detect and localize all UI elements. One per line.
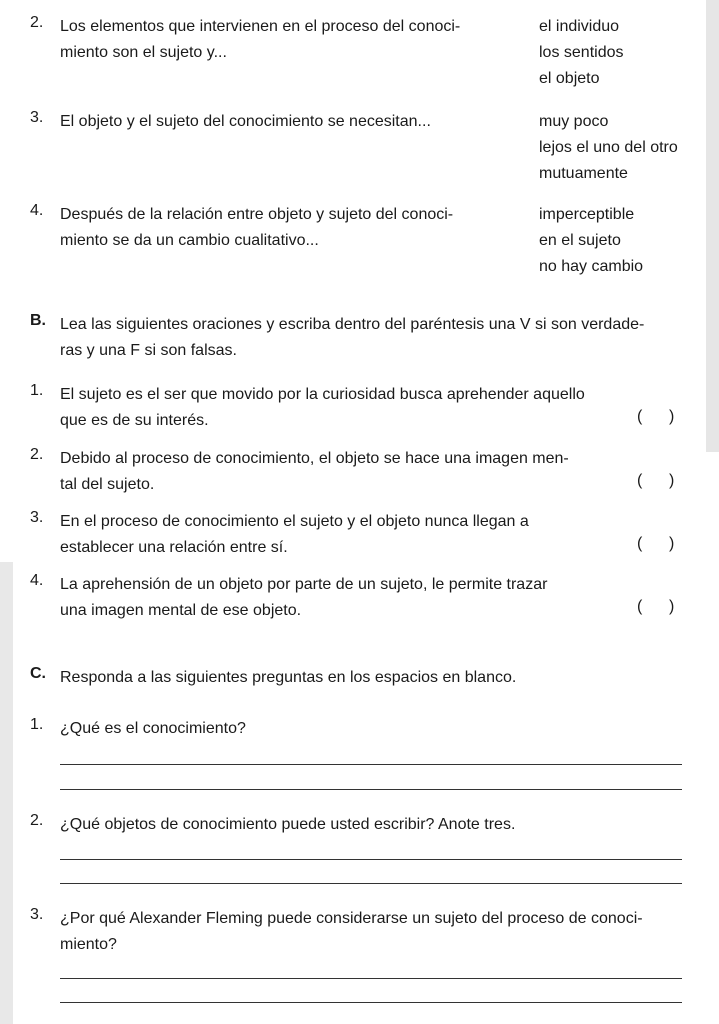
answer-parentheses[interactable]: ( ) [637, 472, 675, 489]
page-edge-right [706, 0, 719, 452]
option-list [539, 202, 643, 280]
section-instruction: Lea las siguientes oraciones y escriba dentro del paréntesis una V si son verdade- ras y una F si son falsas. [60, 316, 645, 359]
answer-line[interactable] [60, 883, 682, 884]
option[interactable]: el objeto [539, 70, 600, 87]
question-number: 1. [30, 716, 44, 733]
question-text: ¿Por qué Alexander Fleming puede considerarse un sujeto del proceso de conoci- miento? [60, 910, 643, 953]
question-number: 4. [30, 202, 44, 219]
question-number: 2. [30, 14, 44, 31]
option[interactable]: el individuo [539, 18, 620, 35]
option[interactable]: en el sujeto [539, 232, 621, 249]
question-text: Después de la relación entre objeto y sujeto del conoci- miento se da un cambio cualitativo... [60, 206, 454, 249]
statement-number: 4. [30, 572, 44, 589]
option[interactable]: imperceptible [539, 206, 635, 223]
answer-parentheses[interactable]: ( ) [637, 535, 675, 552]
option-list [539, 109, 678, 187]
option[interactable]: mutuamente [539, 165, 628, 182]
statement-number: 3. [30, 509, 44, 526]
statement-text: Debido al proceso de conocimiento, el objeto se hace una imagen men- tal del sujeto. [60, 450, 569, 493]
statement-text: La aprehensión de un objeto por parte de un sujeto, le permite trazar una imagen mental de ese objeto. [60, 576, 548, 619]
section-letter: C. [30, 665, 46, 682]
section-instruction: Responda a las siguientes preguntas en los espacios en blanco. [60, 669, 517, 686]
question-text: ¿Qué objetos de conocimiento puede usted escribir? Anote tres. [60, 816, 516, 833]
question-text: Los elementos que intervienen en el proceso del conoci- miento son el sujeto y... [60, 18, 461, 61]
option[interactable]: lejos el uno del otro [539, 139, 678, 156]
statement-text: En el proceso de conocimiento el sujeto y el objeto nunca llegan a establecer una relación entre sí. [60, 513, 529, 556]
question-text: ¿Qué es el conocimiento? [60, 720, 246, 737]
question-number: 2. [30, 812, 44, 829]
option[interactable]: no hay cambio [539, 258, 644, 275]
page-edge-left [0, 562, 13, 1024]
statement-number: 2. [30, 446, 44, 463]
question-text: El objeto y el sujeto del conocimiento se necesitan... [60, 113, 431, 130]
question-number: 3. [30, 109, 44, 126]
answer-line[interactable] [60, 978, 682, 979]
answer-line[interactable] [60, 1002, 682, 1003]
option-list [539, 14, 624, 92]
answer-parentheses[interactable]: ( ) [637, 408, 675, 425]
answer-line[interactable] [60, 859, 682, 860]
statement-text: El sujeto es el ser que movido por la curiosidad busca aprehender aquello que es de su interés. [60, 386, 585, 429]
question-number: 3. [30, 906, 44, 923]
answer-parentheses[interactable]: ( ) [637, 598, 675, 615]
section-letter: B. [30, 312, 46, 329]
option[interactable]: muy poco [539, 113, 609, 130]
answer-line[interactable] [60, 789, 682, 790]
statement-number: 1. [30, 382, 44, 399]
option[interactable]: los sentidos [539, 44, 624, 61]
answer-line[interactable] [60, 764, 682, 765]
